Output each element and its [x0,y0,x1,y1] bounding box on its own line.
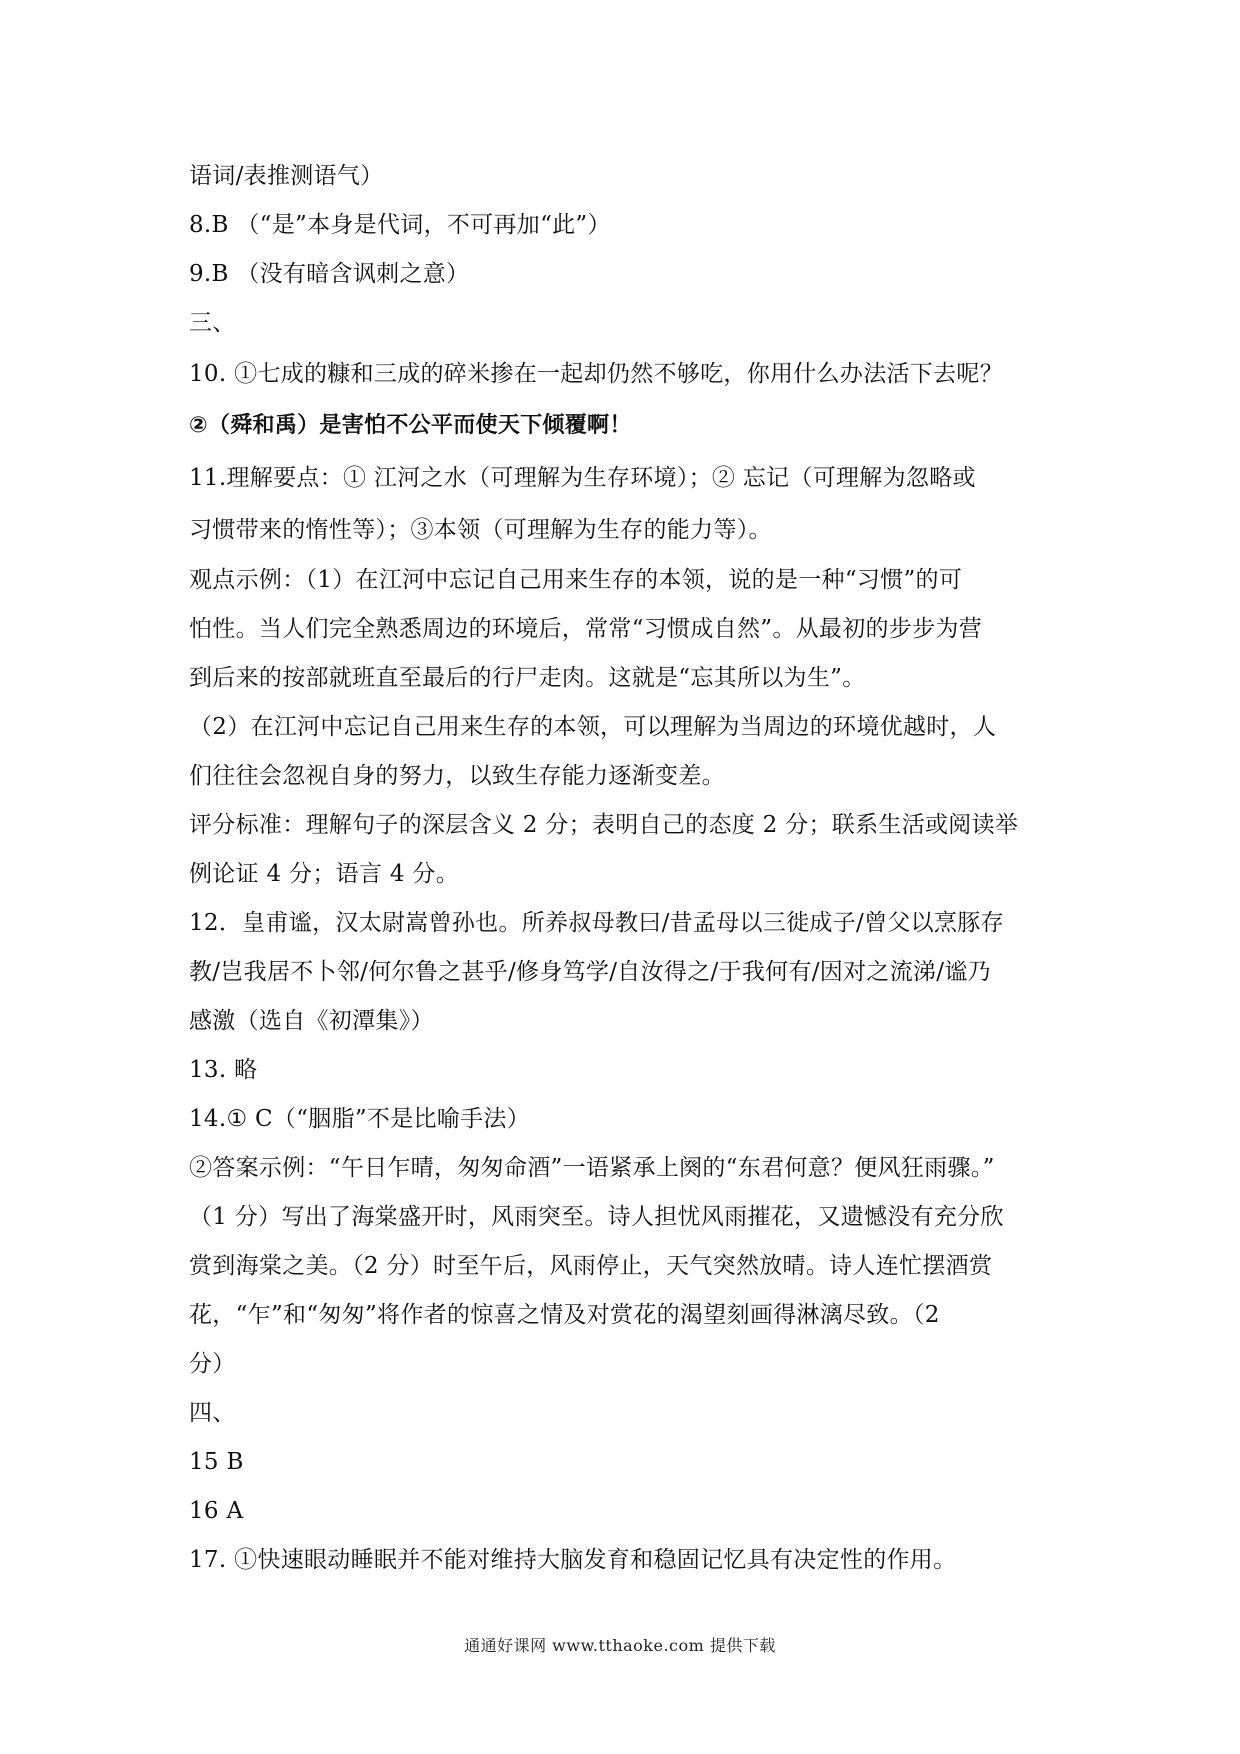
answer-11-line: （2）在江河中忘记自己用来生存的本领，可以理解为当周边的环境优越时，人 [189,714,997,740]
answer-14-line: （1 分）写出了海棠盛开时，风雨突至。诗人担忧风雨摧花，又遗憾没有充分欣 [189,1204,1004,1230]
answer-12-line: 12．皇甫谧，汉太尉嵩曾孙也。所养叔母教曰/昔孟母以三徙成子/曾父以烹豚存 [189,910,1004,936]
answer-11-line: 习惯带来的惰性等）；③本领（可理解为生存的能力等）。 [189,517,772,543]
answer-11-line: 们往往会忽视自身的努力，以致生存能力逐渐变差。 [189,763,725,789]
answer-14-part-1: 14.① C（“胭脂”不是比喻手法） [189,1106,531,1132]
answer-12-line: 感激（选自《初潭集》） [189,1008,434,1034]
text-line: 语词/表推测语气） [189,163,384,189]
answer-14-line: ②答案示例：“午日乍晴，匆匆命酒”一语紧承上阕的“东君何意？便风狂雨骤。” [189,1155,995,1181]
page-footer: 通通好课网 www.tthaoke.com 提供下载 [464,1636,776,1655]
answer-9: 9.B （没有暗含讽刺之意） [189,261,470,287]
answer-11-line: 11.理解要点：① 江河之水（可理解为生存环境）；② 忘记（可理解为忽略或 [189,465,976,491]
grading-criteria: 评分标准：理解句子的深层含义 2 分；表明自己的态度 2 分；联系生活或阅读举 [189,812,1019,838]
answer-11-line: 到后来的按部就班直至最后的行尸走肉。这就是“忘其所以为生”。 [189,665,866,691]
answer-12-line: 教/岂我居不卜邻/何尔鲁之甚乎/修身笃学/自汝得之/于我何有/因对之流涕/谧乃 [189,959,991,985]
answer-8: 8.B （“是”本身是代词，不可再加“此”） [189,212,611,238]
answer-14-line: 花，“乍”和“匆匆”将作者的惊喜之情及对赏花的渴望刻画得淋漓尽致。（2 [189,1302,940,1328]
answer-11-line: 观点示例：（1）在江河中忘记自己用来生存的本领，说的是一种“习惯”的可 [189,567,963,593]
answer-17: 17. ①快速眼动睡眠并不能对维持大脑发育和稳固记忆具有决定性的作用。 [189,1547,957,1573]
answer-13: 13. 略 [189,1057,258,1083]
answer-10-part-1: 10. ①七成的糠和三成的碎米掺在一起却仍然不够吃，你用什么办法活下去呢？ [189,361,1003,387]
answer-10-part-2: ②（舜和禹）是害怕不公平而使天下倾覆啊！ [189,413,632,438]
section-heading-4: 四、 [189,1400,236,1426]
section-heading-3: 三、 [189,310,236,336]
answer-16: 16 A [189,1498,244,1524]
answer-14-line: 分） [189,1351,236,1377]
answer-14-line: 赏到海棠之美。（2 分）时至午后，风雨停止，天气突然放晴。诗人连忙摆酒赏 [189,1253,993,1279]
answer-11-line: 怕性。当人们完全熟悉周边的环境后，常常“习惯成自然”。从最初的步步为营 [189,616,983,642]
answer-15: 15 B [189,1449,244,1475]
answer-text-body [189,152,1069,1585]
grading-criteria: 例论证 4 分；语言 4 分。 [189,861,460,887]
